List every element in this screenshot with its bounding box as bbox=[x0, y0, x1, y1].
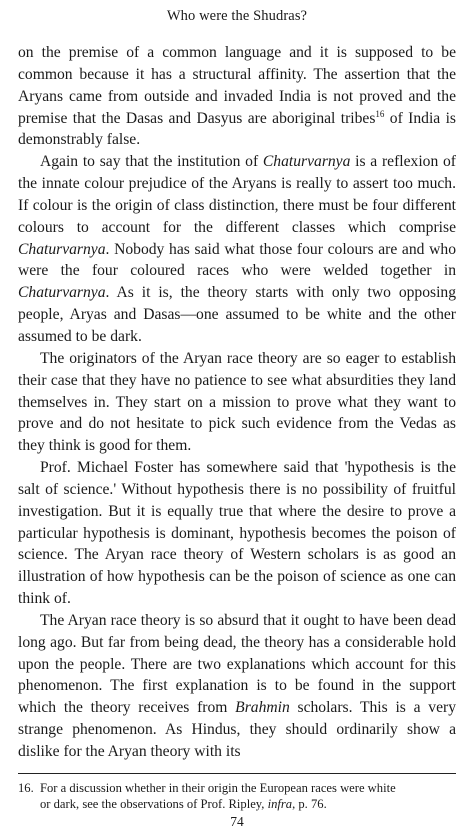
paragraph-3: The originators of the Aryan race theory are so eager to establish their case that they have no patience to see what absurdities they land themselves in. They start on a mission to prove what they want to prove and do not hesitate to pick such evidence from the Vedas as they think is good for them. bbox=[18, 349, 456, 455]
paragraph-1-text: on the premise of a common language and it is supposed to be common because it has a structural affinity. The assertion that the Aryans came from outside and invaded India is not proved and the premise that the Dasas and Dasyus are aboriginal tribes bbox=[18, 44, 456, 127]
footnote-line-2 bbox=[18, 796, 456, 812]
paragraph-5 bbox=[18, 610, 456, 763]
footnote-text: or dark, see the observations of Prof. Ripley, bbox=[40, 797, 268, 811]
paragraph-1 bbox=[18, 42, 456, 151]
paragraph-1-text-end: of India is demonstrably false. bbox=[18, 109, 456, 149]
paragraph-2-text: . Nobody has said what those four colours are and who were the four coloured races who were welded together in bbox=[18, 240, 456, 280]
footnote-rule bbox=[18, 773, 456, 774]
footnote-number: 16. bbox=[18, 781, 34, 795]
footnote-text: , p. 76. bbox=[292, 797, 327, 811]
footnote-line-1 bbox=[18, 780, 456, 796]
italic-term: infra bbox=[267, 797, 293, 811]
paragraph-2-text: Again to say that the institution of bbox=[40, 153, 263, 171]
italic-term: Chaturvarnya bbox=[262, 153, 351, 171]
footnote-text: For a discussion whether in their origin the European races were white bbox=[40, 781, 396, 795]
italic-term: Chaturvarnya bbox=[18, 284, 106, 302]
italic-term: Chaturvarnya bbox=[18, 240, 106, 258]
running-head: Who were the Shudras? bbox=[166, 8, 308, 24]
paragraph-5-text: scholars. This is a very strange phenomenon. As Hindus, they should ordinarily show a dislike for the Aryan theory with its bbox=[18, 699, 456, 760]
italic-term: Brahmin bbox=[235, 699, 290, 717]
paragraph-5-text: The Aryan race theory is so absurd that it ought to have been dead long ago. But far from being dead, the theory has a considerable hold upon the people. There are two explanations which account for this phenomenon. The first explanation is to be found in the support which the theory receives from bbox=[18, 611, 456, 717]
footnote-ref-16[interactable]: 16 bbox=[375, 108, 385, 119]
footnote-16 bbox=[18, 780, 456, 812]
page-number: 74 bbox=[230, 814, 244, 829]
paragraph-4: Prof. Michael Foster has somewhere said that 'hypothesis is the salt of science.' Without hypothesis there is no possibility of fruitful investigation. But it is equally true that where the desire to prove a particular hypothesis is dominant, hypothesis becomes the poison of science. The Aryan race theory of Western scholars is as good an illustration of how hypothesis can be the poison of science as one can think of. bbox=[18, 459, 456, 608]
paragraph-2-text: is a reflexion of the innate colour prejudice of the Aryans is really to assert too much. If colour is the origin of class distinction, there must be four different colours to account for the different classes which comprise bbox=[18, 153, 456, 236]
paragraph-2-text: . As it is, the theory starts with only two opposing people, Aryas and Dasas—one assumed to be white and the other assumed to be dark. bbox=[18, 284, 456, 345]
body-text bbox=[18, 42, 456, 763]
paragraph-2 bbox=[18, 151, 456, 348]
